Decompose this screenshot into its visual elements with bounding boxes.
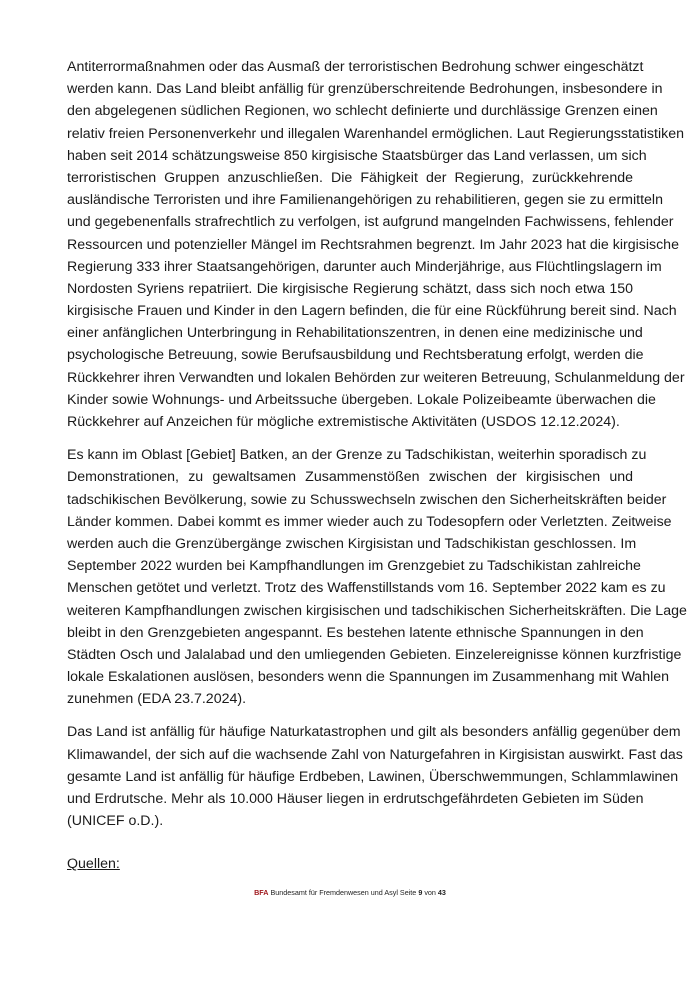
text-line: tadschikischen Bevölkerung, sowie zu Schusswechseln zwischen den Sicherheitskräften beider: [67, 491, 667, 508]
text-line: weiteren Kampfhandlungen zwischen kirgisischen und tadschikischen Sicherheitskräften. Die Lage: [67, 602, 687, 619]
text-line: Menschen getötet und verletzt. Trotz des Waffenstillstands vom 16. September 2022 kam es zu: [67, 580, 666, 597]
text-line: den abgelegenen südlichen Regionen, wo schlecht definierte und durchlässige Grenzen einen: [67, 103, 658, 120]
footer-page-number: 9: [418, 888, 423, 897]
text-line: Nordosten Syriens repatriiert. Die kirgisische Regierung schätzt, dass sich noch etwa 150: [67, 280, 633, 297]
text-line: zunehmen (EDA 23.7.2024).: [67, 691, 247, 708]
text-line: und Erdrutsche. Mehr als 10.000 Häuser liegen in erdrutschgefährdeten Gebieten im Süden: [67, 791, 644, 807]
document-body: [67, 56, 687, 843]
text-line: Das Land ist anfällig für häufige Naturkatastrophen und gilt als besonders anfällig gegenüber dem: [67, 724, 681, 741]
text-line: terroristischen Gruppen anzuschließen. Die Fähigkeit der Regierung, zurückkehrende: [67, 169, 633, 186]
text-line: Städten Osch und Jalalabad und den umliegenden Gebieten. Einzelereignisse können kurzfristige: [67, 646, 682, 663]
text-line: September 2022 wurden bei Kampfhandlungen im Grenzgebiet zu Tadschikistan zahlreiche: [67, 558, 641, 575]
text-line: relativ freien Personenverkehr und illegalen Warenhandel ermöglichen. Laut Regierungsstatistiken: [67, 125, 684, 142]
footer-of-label: von: [424, 888, 436, 897]
text-line: Regierung 333 ihrer Staatsangehörigen, darunter auch Minderjährige, aus Flüchtlingslagern im: [67, 258, 662, 275]
paragraph: [67, 444, 687, 710]
text-line: Es kann im Oblast [Gebiet] Batken, an der Grenze zu Tadschikistan, weiterhin sporadisch zu: [67, 447, 647, 464]
text-line: kirgisische Frauen und Kinder in den Lagern befinden, die für eine Rückführung bereit sind. Nach: [67, 303, 677, 320]
text-line: psychologische Betreuung, sowie Berufsausbildung und Rechtsberatung erfolgt, werden die: [67, 347, 644, 364]
text-line: einer anfänglichen Unterbringung in Rehabilitationszentren, in denen eine medizinische und: [67, 325, 643, 342]
page-footer: [0, 888, 700, 897]
text-line: Demonstrationen, zu gewaltsamen Zusammenstößen zwischen der kirgisischen und: [67, 469, 633, 486]
text-line: Antiterrormaßnahmen oder das Ausmaß der terroristischen Bedrohung schwer eingeschätzt: [67, 59, 644, 75]
text-line: Ressourcen und potenzieller Mängel im Rechtsrahmen begrenzt. Im Jahr 2023 hat die kirgisische: [67, 236, 679, 253]
text-line: gesamte Land ist anfällig für häufige Erdbeben, Lawinen, Überschwemmungen, Schlammlawinen: [67, 768, 679, 785]
text-line: haben seit 2014 schätzungsweise 850 kirgisische Staatsbürger das Land verlassen, um sich: [67, 147, 647, 164]
footer-page-label: Seite: [399, 888, 417, 897]
text-line: lokale Eskalationen auslösen, besonders wenn die Spannungen im Zusammenhang mit Wahlen: [67, 669, 670, 686]
text-line: ausländische Terroristen und ihre Familienangehörigen zu rehabilitieren, gegen sie zu ermitteln: [67, 192, 663, 209]
paragraph: [67, 721, 683, 832]
text-line: Klimawandel, der sich auf die wachsende Zahl von Naturgefahren in Kirgisistan auswirkt. Fast das: [67, 746, 683, 763]
footer-brand-logo: BFA: [254, 888, 269, 897]
paragraph: [67, 56, 685, 433]
sources-heading: Quellen:: [67, 856, 120, 872]
text-line: Rückkehrer ihren Verwandten und lokalen Behörden zur weiteren Betreuung, Schulanmeldung der: [67, 369, 685, 386]
footer-page-total: 43: [437, 888, 446, 897]
text-line: Länder kommen. Dabei kommt es immer wieder auch zu Todesopfern oder Verletzten. Zeitweise: [67, 513, 672, 530]
text-line: Kinder sowie Wohnungs- und Arbeitssuche übergeben. Lokale Polizeibeamte überwachen die: [67, 391, 656, 408]
text-line: und gegebenenfalls strafrechtlich zu verfolgen, ist aufgrund mangelnden Fachwissens, fehlender: [67, 214, 674, 231]
text-line: werden auch die Grenzübergänge zwischen Kirgisistan und Tadschikistan geschlossen. Im: [67, 535, 637, 552]
text-line: werden kann. Das Land bleibt anfällig für grenzüberschreitende Bedrohungen, insbesondere in: [67, 81, 663, 98]
text-line: bleibt in den Grenzgebieten angespannt. Es bestehen latente ethnische Spannungen in den: [67, 624, 644, 641]
footer-org: Bundesamt für Fremdenwesen und Asyl: [270, 888, 398, 897]
text-line: (UNICEF o.D.).: [67, 813, 164, 830]
text-line: Rückkehrer auf Anzeichen für mögliche extremistische Aktivitäten (USDOS 12.12.2024).: [67, 414, 620, 430]
